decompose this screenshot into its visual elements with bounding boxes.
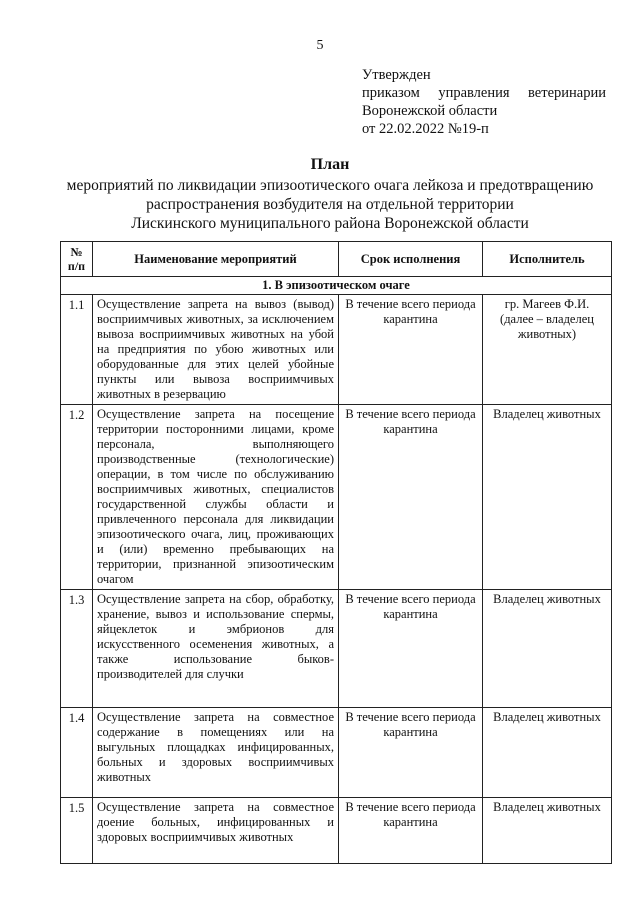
table-header-row: [61, 242, 612, 277]
approval-line-3: Воронежской области: [362, 103, 498, 119]
title-line-1: мероприятий по ликвидации эпизоотического очага лейкоза и предотвращению: [66, 177, 594, 194]
title-line-3: Лискинского муниципального района Воронежской области: [131, 215, 529, 232]
row-action: Осуществление запрета на совместное содержание в помещениях или на выгульных площадках инфицированных, больных и здоровых восприимчивых животных: [93, 708, 339, 798]
table-row: [61, 798, 612, 864]
row-executor: Владелец животных: [483, 708, 612, 798]
table-row: [61, 405, 612, 590]
measures-table: [60, 241, 612, 864]
title-line-2: распространения возбудителя на отдельной территории: [146, 196, 514, 213]
row-executor: Владелец животных: [483, 798, 612, 864]
header-term: Срок исполнения: [339, 242, 483, 277]
approval-stamp: [362, 66, 606, 138]
approval-line-2: [362, 84, 606, 102]
row-term: В течение всего периода карантина: [339, 798, 483, 864]
approval-line-4: от 22.02.2022 №19-п: [362, 121, 489, 137]
document-title: [40, 155, 620, 233]
row-term: В течение всего периода карантина: [339, 590, 483, 708]
row-num: 1.5: [61, 798, 93, 864]
section-title: 1. В эпизоотическом очаге: [61, 277, 612, 295]
row-action: Осуществление запрета на посещение территории посторонними лицами, кроме персонала, выполняющего производственные (технологические) операции, в том числе по обслуживанию восприимчивых животных, специалистов государственной службы области и привлеченного персонала для ликвидации эпизоотического очага, лиц, проживающих и (или) временно пребывающих на территории, признанной эпизоотическим очагом: [93, 405, 339, 590]
row-action: Осуществление запрета на сбор, обработку, хранение, вывоз и использование спермы, яйцеклеток и эмбрионов для искусственного осеменения животных, а также использование быков-производителей для случки: [93, 590, 339, 708]
row-num: 1.4: [61, 708, 93, 798]
row-action: Осуществление запрета на совместное доение больных, инфицированных и здоровых восприимчивых животных: [93, 798, 339, 864]
row-num: 1.3: [61, 590, 93, 708]
approval-word: управления: [438, 85, 510, 101]
row-executor: Владелец животных: [483, 405, 612, 590]
row-action: Осуществление запрета на вывоз (вывод) восприимчивых животных, за исключением вывоза восприимчивых животных на убой на предприятия по убою животных или оборудованные для этих целей убойные пункты или вывоза восприимчивых животных в резервацию: [93, 295, 339, 405]
header-executor: Исполнитель: [483, 242, 612, 277]
row-num: 1.2: [61, 405, 93, 590]
table-row: [61, 590, 612, 708]
table-row: [61, 295, 612, 405]
approval-word: ветеринарии: [528, 85, 606, 101]
header-num: № п/п: [61, 242, 93, 277]
table-row: [61, 708, 612, 798]
approval-line-1: Утвержден: [362, 67, 431, 83]
row-executor: Владелец животных: [483, 590, 612, 708]
approval-word: приказом: [362, 85, 420, 101]
row-term: В течение всего периода карантина: [339, 405, 483, 590]
page-number: 5: [316, 38, 324, 53]
row-num: 1.1: [61, 295, 93, 405]
section-row: [61, 277, 612, 295]
row-term: В течение всего периода карантина: [339, 295, 483, 405]
title-heading: План: [310, 156, 350, 173]
row-term: В течение всего периода карантина: [339, 708, 483, 798]
row-executor: гр. Магеев Ф.И. (далее – владелец животных): [483, 295, 612, 405]
header-action: Наименование мероприятий: [93, 242, 339, 277]
